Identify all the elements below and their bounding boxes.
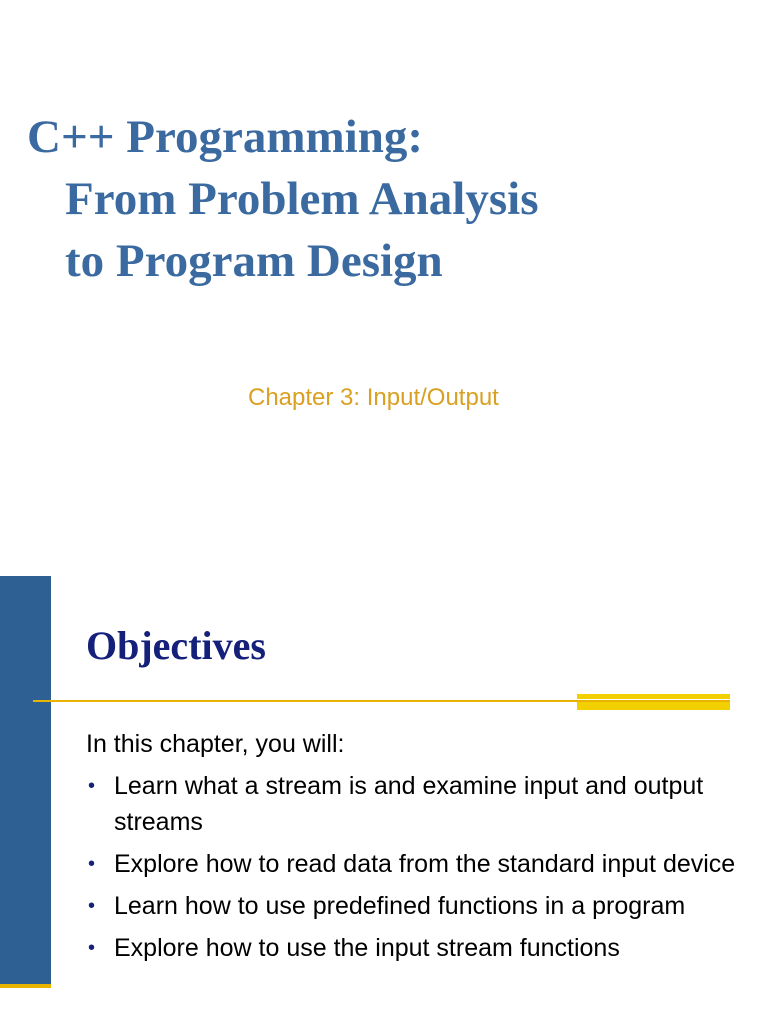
list-item xyxy=(86,768,746,840)
slide-title-line-2: From Problem Analysis xyxy=(65,173,539,225)
bullet-icon: • xyxy=(88,937,96,959)
list-item-text: Learn what a stream is and examine input and output streams xyxy=(114,772,704,836)
bullet-icon: • xyxy=(88,895,96,917)
list-item xyxy=(86,888,746,924)
divider-accent-bottom xyxy=(577,702,730,710)
bullet-icon: • xyxy=(88,775,96,797)
slide-title-line-1: C++ Programming: xyxy=(27,111,423,163)
list-item xyxy=(86,930,746,966)
bullet-icon: • xyxy=(88,853,96,875)
chapter-subtitle: Chapter 3: Input/Output xyxy=(248,384,499,411)
list-item xyxy=(86,846,746,882)
list-item-text: Explore how to read data from the standard input device xyxy=(114,850,736,878)
objectives-heading: Objectives xyxy=(86,623,266,668)
objectives-intro: In this chapter, you will: xyxy=(86,730,345,758)
list-item-text: Learn how to use predefined functions in a program xyxy=(114,892,686,920)
sidebar-accent-underline xyxy=(0,984,51,988)
divider-accent-top xyxy=(577,694,730,699)
list-item-text: Explore how to use the input stream functions xyxy=(114,934,620,962)
sidebar-accent-bar xyxy=(0,576,51,986)
slide-title-line-3: to Program Design xyxy=(65,235,443,287)
objectives-list xyxy=(86,768,746,972)
